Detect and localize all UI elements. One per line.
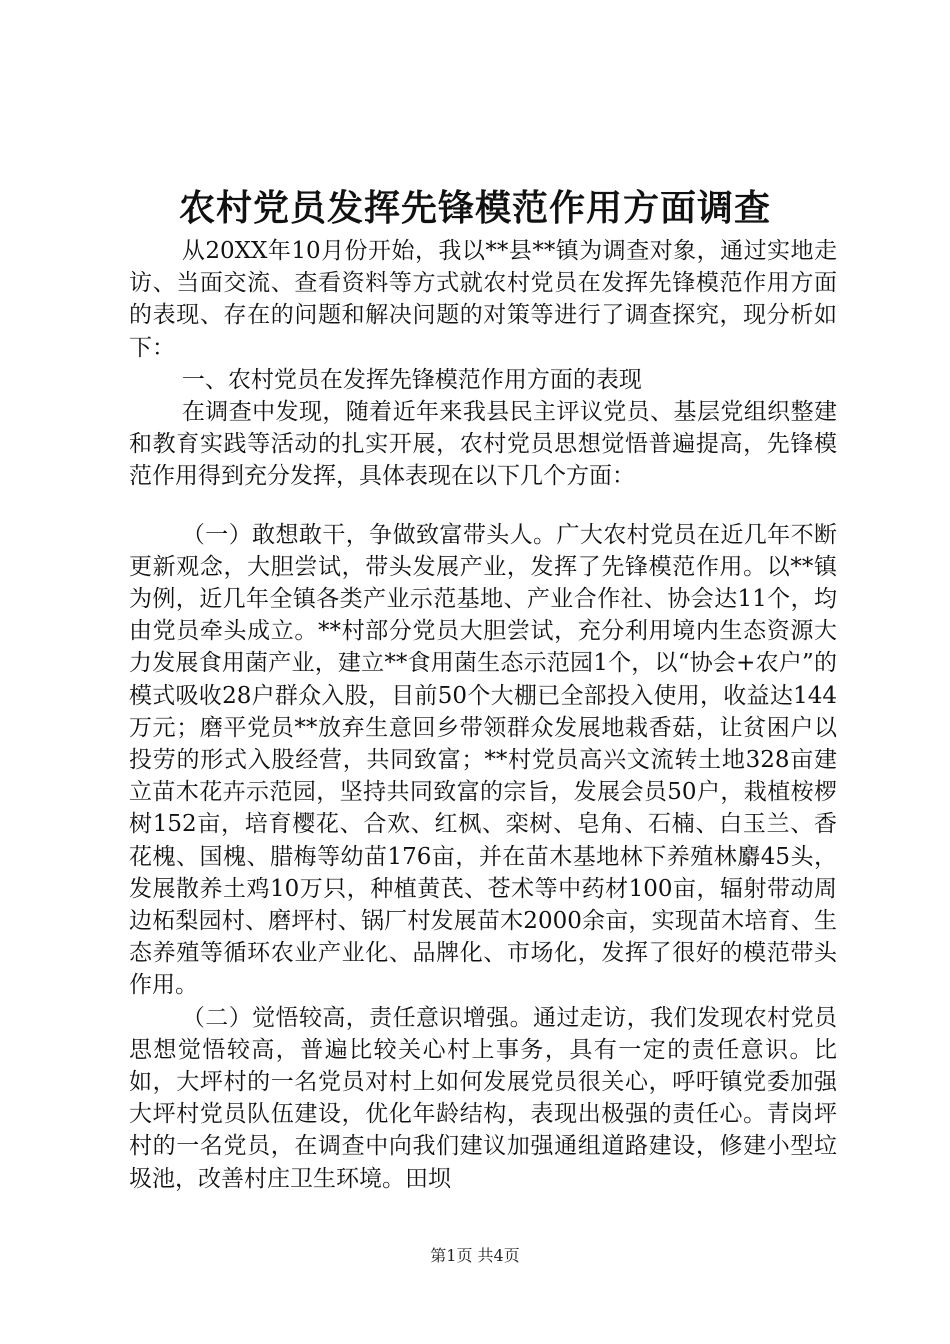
point-one-paragraph: （一）敢想敢干，争做致富带头人。广大农村党员在近几年不断更新观念，大胆尝试，带头发展产业，发挥了先锋模范作用。以**镇为例，近几年全镇各类产业示范基地、产业合作社、协会达11个，均由党员牵头成立。**村部分党员大胆尝试，充分利用境内生态资源大力发展食用菌产业，建立**食用菌生态示范园1个，以“协会+农户”的模式吸收28户群众入股，目前50个大棚已全部投入使用，收益达144万元；磨平党员**放弃生意回乡带领群众发展地栽香菇，让贫困户以投劳的形式入股经营，共同致富；**村党员高兴文流转土地328亩建立苗木花卉示范园，坚持共同致富的宗旨，发展会员50户，栽植桉椤树152亩，培育樱花、合欢、红枫、栾树、皂角、石楠、白玉兰、香花槐、国槐、腊梅等幼苗176亩，并在苗木基地林下养殖林麝45头，发展散养土鸡10万只，种植黄芪、苍术等中药材100亩，辐射带动周边柘梨园村、磨坪村、锅厂村发展苗木2000余亩，实现苗木培育、生态养殖等循环农业产业化、品牌化、市场化，发挥了很好的模范带头作用。 [129,521,837,999]
page-number: 第1页 共4页 [430,1246,520,1265]
paragraph-gap [129,493,837,519]
section-heading: 一、农村党员在发挥先锋模范作用方面的表现 [181,366,642,393]
point-two-paragraph: （二）觉悟较高，责任意识增强。通过走访，我们发现农村党员思想觉悟较高，普遍比较关心村上事务，具有一定的责任意识。比如，大坪村的一名党员对村上如何发展党员很关心，呼吁镇党委加强大坪村党员队伍建设，优化年龄结构，表现出极强的责任心。青岗坪村的一名党员，在调查中向我们建议加强通组道路建设，修建小型垃圾池，改善村庄卫生环境。田坝 [129,1004,837,1192]
intro-paragraph: 从20XX年10月份开始，我以**县**镇为调查对象，通过实地走访、当面交流、查看资料等方式就农村党员在发挥先锋模范作用方面的表现、存在的问题和解决问题的对策等进行了调查探究，现分析如下： [129,238,837,361]
document-body [129,235,837,1195]
document-title: 农村党员发挥先锋模范作用方面调查 [178,187,771,229]
findings-paragraph: 在调查中发现，随着近年来我县民主评议党员、基层党组织整建和教育实践等活动的扎实开展，农村党员思想觉悟普遍提高，先锋模范作用得到充分发挥，具体表现在以下几个方面： [129,399,837,490]
